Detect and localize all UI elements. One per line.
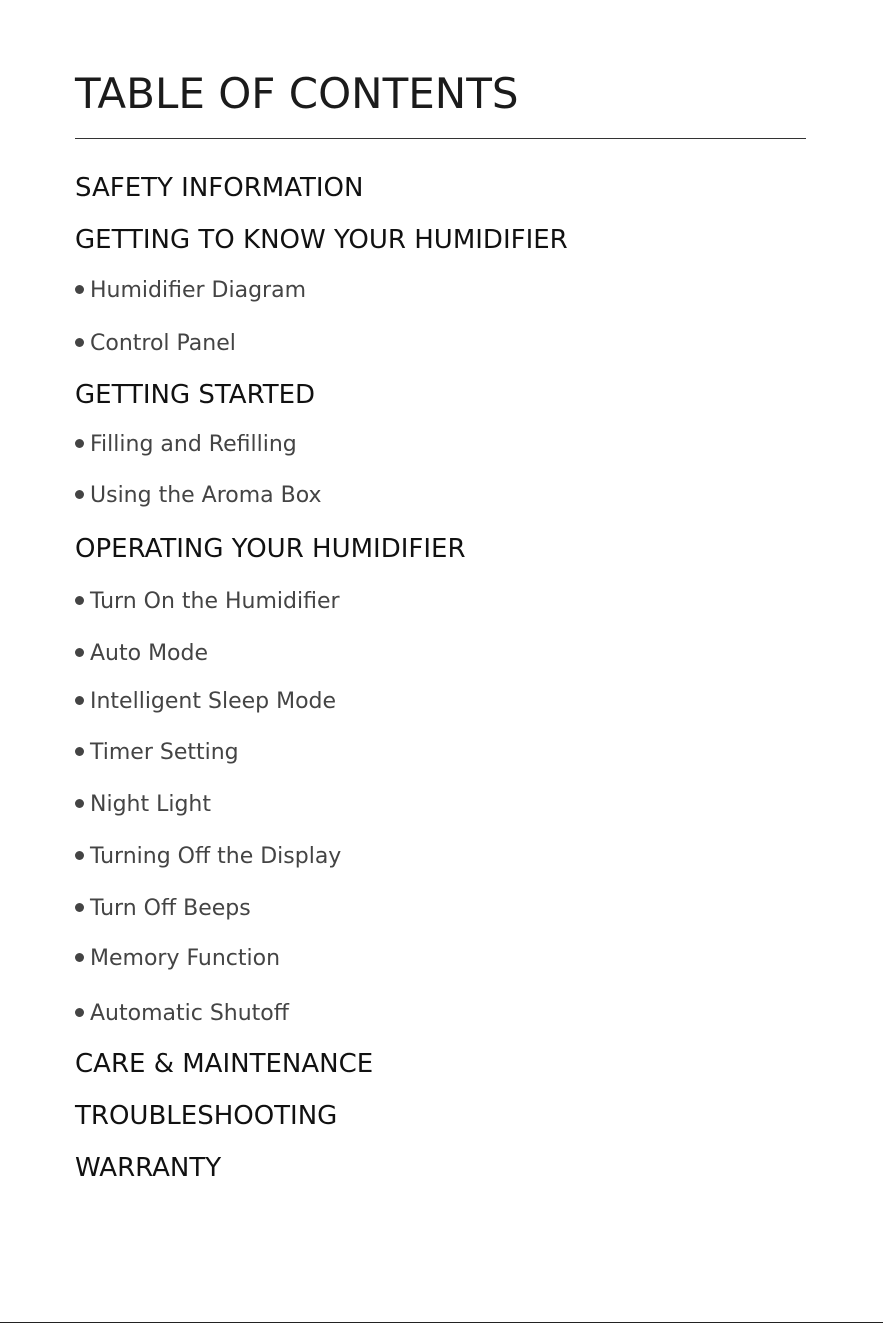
bullet-icon: [75, 490, 84, 499]
toc-item-label: Intelligent Sleep Mode: [90, 689, 337, 714]
toc-item-label: Humidifier Diagram: [90, 278, 306, 303]
toc-item-label: Automatic Shutoff: [90, 1001, 289, 1026]
bullet-icon: [75, 851, 84, 860]
footer-divider: [0, 1322, 883, 1323]
toc-item-night-light: [75, 789, 211, 821]
bullet-icon: [75, 596, 84, 605]
toc-item-label: Turn Off Beeps: [90, 896, 251, 921]
toc-section-getting-to-know: GETTING TO KNOW YOUR HUMIDIFIER: [75, 225, 568, 255]
toc-item-label: Filling and Refilling: [90, 432, 297, 457]
toc-section-safety-information: SAFETY INFORMATION: [75, 173, 364, 203]
toc-item-memory-function: [75, 943, 280, 975]
toc-section-troubleshooting: TROUBLESHOOTING: [75, 1101, 338, 1131]
bullet-icon: [75, 747, 84, 756]
toc-section-operating: OPERATING YOUR HUMIDIFIER: [75, 534, 466, 564]
bullet-icon: [75, 1008, 84, 1017]
toc-item-label: Turning Off the Display: [90, 844, 342, 869]
bullet-icon: [75, 285, 84, 294]
toc-item-timer-setting: [75, 737, 239, 769]
page-title: TABLE OF CONTENTS: [75, 69, 519, 118]
bullet-icon: [75, 903, 84, 912]
bullet-icon: [75, 953, 84, 962]
toc-item-label: Turn On the Humidifier: [90, 589, 340, 614]
toc-item-label: Control Panel: [90, 331, 236, 356]
toc-item-automatic-shutoff: [75, 998, 289, 1030]
toc-section-care-maintenance: CARE & MAINTENANCE: [75, 1049, 374, 1079]
toc-section-getting-started: GETTING STARTED: [75, 380, 316, 410]
bullet-icon: [75, 799, 84, 808]
toc-section-warranty: WARRANTY: [75, 1153, 222, 1183]
toc-item-display-off: [75, 841, 341, 873]
bullet-icon: [75, 439, 84, 448]
toc-item-label: Using the Aroma Box: [90, 483, 322, 508]
toc-item-label: Auto Mode: [90, 641, 209, 666]
bullet-icon: [75, 338, 84, 347]
toc-item-turn-on: [75, 586, 340, 618]
toc-item-label: Timer Setting: [90, 740, 239, 765]
bullet-icon: [75, 696, 84, 705]
toc-item-aroma-box: [75, 480, 322, 512]
bullet-icon: [75, 648, 84, 657]
toc-item-sleep-mode: [75, 686, 336, 718]
toc-item-beeps-off: [75, 893, 251, 925]
toc-item-auto-mode: [75, 638, 208, 670]
toc-item-humidifier-diagram: [75, 275, 306, 307]
toc-item-label: Memory Function: [90, 946, 281, 971]
toc-item-control-panel: [75, 328, 236, 360]
title-divider: [75, 138, 806, 139]
toc-item-label: Night Light: [90, 792, 211, 817]
toc-item-filling-and-refilling: [75, 429, 297, 461]
